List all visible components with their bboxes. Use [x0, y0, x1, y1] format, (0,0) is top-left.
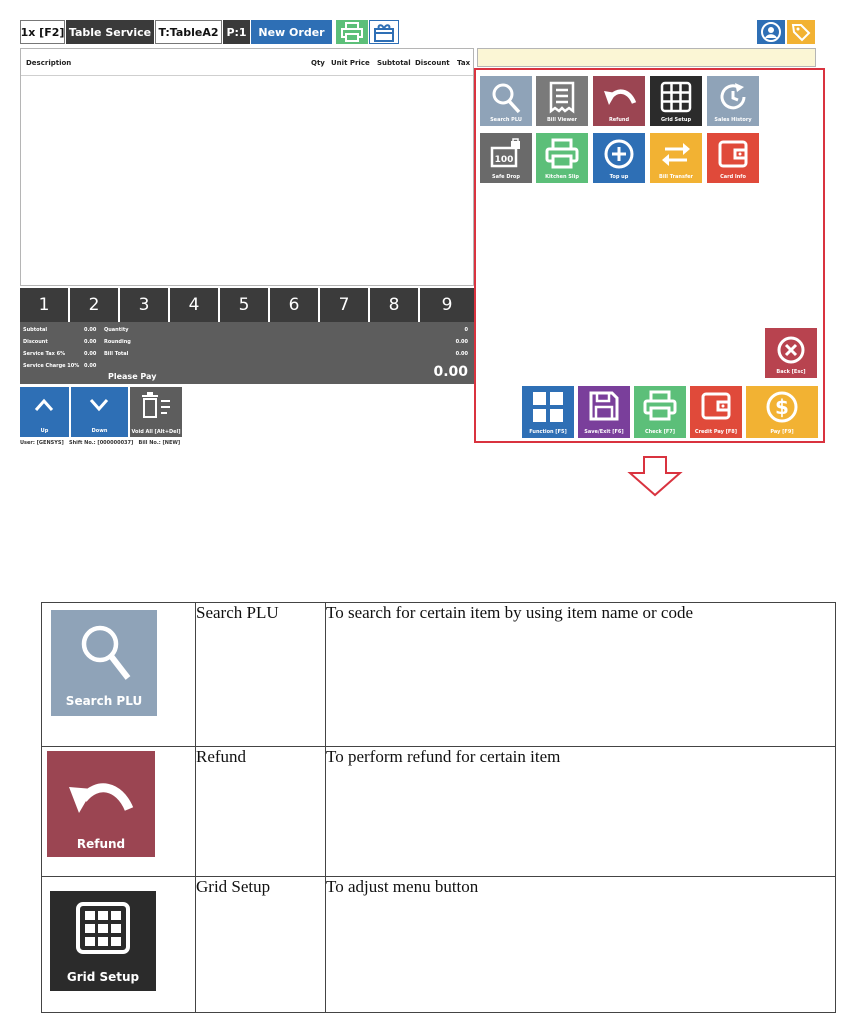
printer-icon [545, 138, 579, 170]
please-pay-value: 0.00 [433, 364, 468, 380]
quantity-value: 0 [464, 327, 468, 333]
column-header-description: Description [26, 59, 72, 67]
transfer-icon [659, 138, 693, 170]
totals-panel [20, 322, 474, 384]
dollar-icon [765, 390, 799, 424]
order-list[interactable] [20, 48, 474, 286]
column-header-tax: Tax [457, 59, 471, 67]
function-description-cell: To adjust menu button [326, 877, 836, 1013]
numpad-key-8[interactable]: 8 [370, 288, 418, 322]
function-name-cell: Search PLU [196, 603, 326, 747]
user-icon [761, 22, 781, 42]
search-icon [489, 81, 523, 115]
quantity-multiplier-button[interactable]: 1x [F2] [20, 20, 65, 44]
search-plu-tile-label: Search PLU [65, 694, 143, 708]
table-row [42, 747, 836, 877]
discount-label: Discount [23, 339, 48, 345]
search-plu-tile-image [51, 610, 157, 716]
pay-button-label: Pay [F9] [770, 429, 794, 435]
card-info-button[interactable] [707, 133, 759, 183]
card-icon [717, 138, 749, 170]
subtotal-label: Subtotal [23, 327, 48, 333]
sales-history-label: Sales History [714, 117, 752, 123]
bill-viewer-button[interactable] [536, 76, 588, 126]
tag-button[interactable] [787, 20, 815, 44]
gift-box-icon [373, 22, 395, 42]
column-header-qty: Qty [311, 59, 325, 67]
status-user: User: [GENSYS] [20, 440, 64, 446]
service-charge-label: Service Charge 10% [23, 363, 80, 369]
numpad-key-5[interactable]: 5 [220, 288, 268, 322]
bill-total-value: 0.00 [455, 351, 468, 357]
credit-pay-button[interactable] [690, 386, 742, 438]
please-pay-label: Please Pay [108, 372, 157, 381]
printer-icon [643, 390, 677, 422]
grid-icon [75, 901, 131, 955]
undo-icon [65, 773, 135, 819]
order-list-header [21, 49, 473, 76]
refund-label: Refund [608, 117, 630, 123]
discount-value: 0.00 [84, 339, 97, 345]
user-profile-button[interactable] [757, 20, 785, 44]
column-header-discount: Discount [415, 59, 450, 67]
save-icon [588, 390, 620, 422]
function-button[interactable] [522, 386, 574, 438]
tile-image-cell [42, 603, 196, 747]
search-plu-label: Search PLU [490, 117, 522, 123]
safe-drop-button[interactable] [480, 133, 532, 183]
info-strip [477, 48, 816, 67]
grid-setup-tile-image [50, 891, 156, 991]
service-tax-label: Service Tax 6% [23, 351, 66, 357]
refund-tile-image [47, 751, 155, 857]
check-button[interactable] [634, 386, 686, 438]
search-icon [76, 622, 134, 684]
numpad-key-7[interactable]: 7 [320, 288, 368, 322]
pax-button[interactable]: P:1 [223, 20, 250, 44]
table-service-button[interactable]: Table Service [66, 20, 154, 44]
tile-image-cell [42, 877, 196, 1013]
table-row [42, 877, 836, 1013]
rounding-value: 0.00 [455, 339, 468, 345]
printer-icon [341, 22, 363, 42]
refund-button[interactable] [593, 76, 645, 126]
top-up-button[interactable] [593, 133, 645, 183]
chevron-down-icon [88, 397, 110, 413]
void-all-button[interactable] [130, 387, 182, 437]
save-exit-button[interactable] [578, 386, 630, 438]
function-description-cell: To perform refund for certain item [326, 747, 836, 877]
chevron-up-icon [33, 397, 55, 413]
svg-text:$: $ [775, 395, 789, 419]
refund-tile-label: Refund [76, 837, 126, 851]
void-all-button-label: Void All [Alt+Del] [131, 429, 181, 435]
back-button-label: Back [Esc] [776, 369, 806, 375]
pay-button[interactable] [746, 386, 818, 438]
numpad-key-4[interactable]: 4 [170, 288, 218, 322]
back-button[interactable] [765, 328, 817, 378]
table-number-button[interactable]: T:TableA2 [155, 20, 222, 44]
bill-transfer-label: Bill Transfer [659, 174, 693, 180]
new-order-button[interactable]: New Order [251, 20, 332, 44]
service-charge-value: 0.00 [84, 363, 97, 369]
rounding-label: Rounding [104, 339, 131, 345]
gift-button[interactable] [369, 20, 399, 44]
wallet-icon [700, 390, 732, 422]
bill-total-label: Bill Total [104, 351, 129, 357]
safe-icon [489, 138, 523, 170]
print-button[interactable] [336, 20, 368, 44]
grid-icon [660, 81, 692, 113]
status-shift: Shift No.: [000000037] [68, 440, 134, 446]
grid4-icon [531, 390, 565, 424]
grid-setup-button[interactable] [650, 76, 702, 126]
status-bar [20, 440, 180, 446]
trash-icon [140, 391, 172, 419]
subtotal-value: 0.00 [84, 327, 97, 333]
credit-pay-button-label: Credit Pay [F8] [694, 429, 738, 435]
function-description-table [41, 602, 836, 1013]
svg-text:100: 100 [494, 155, 514, 165]
column-header-subtotal: Subtotal [377, 59, 411, 67]
search-plu-button[interactable] [480, 76, 532, 126]
check-button-label: Check [F7] [644, 429, 676, 435]
top-up-label: Top up [609, 174, 629, 180]
up-button[interactable] [20, 387, 69, 437]
receipt-icon [547, 81, 577, 115]
numpad-key-3[interactable]: 3 [120, 288, 168, 322]
numpad-key-2[interactable]: 2 [70, 288, 118, 322]
down-button[interactable] [71, 387, 128, 437]
grid-setup-tile-label: Grid Setup [66, 970, 140, 984]
quantity-label: Quantity [104, 327, 129, 333]
status-bill: Bill No.: [NEW] [138, 440, 181, 446]
up-button-label: Up [40, 428, 49, 434]
plus-circle-icon [603, 138, 635, 170]
card-info-label: Card Info [720, 174, 746, 180]
tile-image-cell [42, 747, 196, 877]
tag-icon [791, 22, 811, 42]
numpad-key-6[interactable]: 6 [270, 288, 318, 322]
function-name-cell: Grid Setup [196, 877, 326, 1013]
kitchen-slip-button[interactable] [536, 133, 588, 183]
service-tax-value: 0.00 [84, 351, 97, 357]
safe-drop-label: Safe Drop [492, 174, 520, 180]
numpad-key-9[interactable]: 9 [420, 288, 474, 322]
function-description-cell: To search for certain item by using item name or code [326, 603, 836, 747]
save-exit-button-label: Save/Exit [F6] [584, 429, 624, 435]
down-button-label: Down [91, 428, 108, 434]
function-button-label: Function [F5] [529, 429, 567, 435]
close-circle-icon [776, 335, 806, 365]
sales-history-button[interactable] [707, 76, 759, 126]
kitchen-slip-label: Kitchen Slip [545, 174, 579, 180]
column-header-unit-price: Unit Price [331, 59, 370, 67]
bill-transfer-button[interactable] [650, 133, 702, 183]
arrow-down-icon [627, 455, 683, 497]
grid-setup-label: Grid Setup [660, 117, 692, 123]
function-name-cell: Refund [196, 747, 326, 877]
bill-viewer-label: Bill Viewer [546, 117, 578, 123]
history-icon [717, 81, 749, 113]
undo-icon [601, 81, 637, 113]
numpad-key-1[interactable]: 1 [20, 288, 68, 322]
table-row [42, 603, 836, 747]
